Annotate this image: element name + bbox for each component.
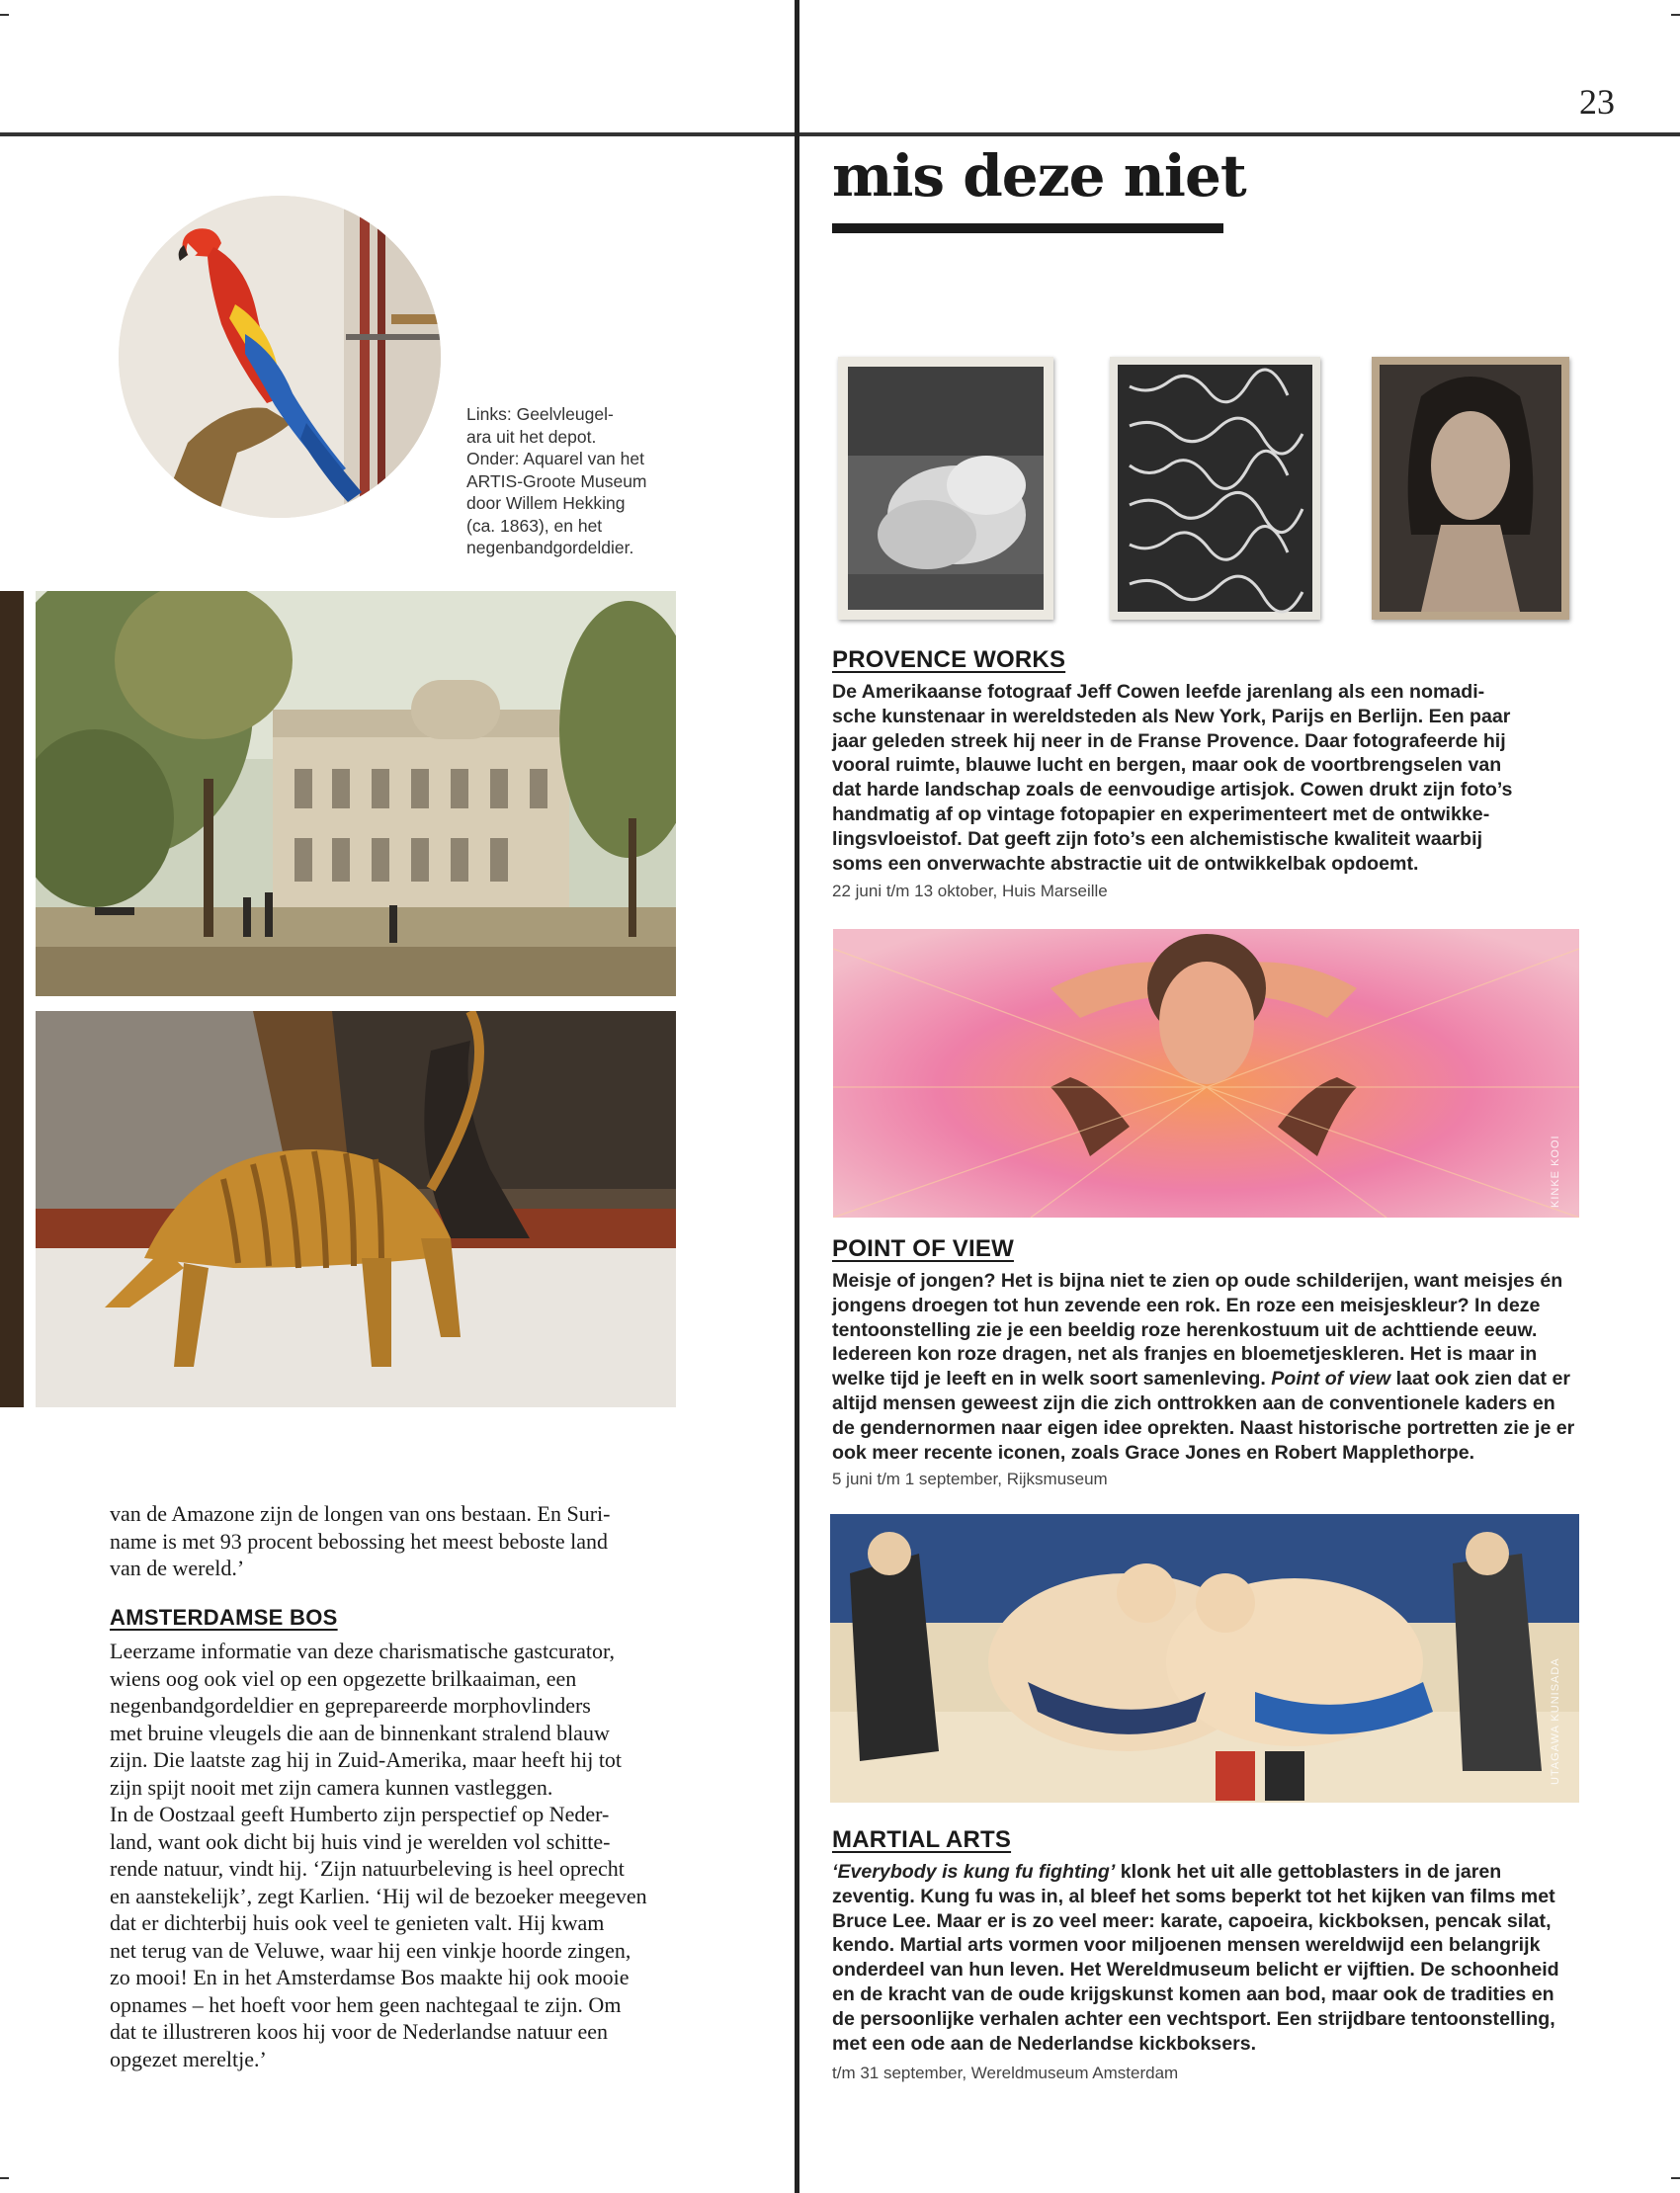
crop-mark [1671, 2177, 1680, 2179]
body-paragraph: Leerzame informatie van deze charismatische gastcurator, wiens oog ook viel op een opgezette brilkaaiman, een negenbandgordeldier en geprepareerde morphovlinders met bruine vleugels die aan de binnenkant stralend blauw zijn. Die laatste zag hij in Zuid-Amerika, maar heeft hij tot zijn spijt nooit met zijn camera kunnen vastleggen. In de Oostzaal geeft Humberto zijn perspectief op Neder- land, want ook dicht bij huis vind je werelden vol schitte- rende natuur, vindt hij. ‘Zijn natuurbeleving is heel oprecht en aanstekelijk’, zegt Karlien. ‘Hij wil de bezoeker meegeven dat er dichterbij huis ook veel te genieten valt. Hij kwam net terug van de Veluwe, waar hij een vinkje hoorde zingen, zo mooi! En in het Amsterdamse Bos maakte hij ook mooie opnames – het hoeft voor hem geen nachtegaal te zijn. Om dat te illustreren koos hij voor de Nederlandse natuur een opgezet mereltje.’ [110, 1639, 647, 2071]
point-of-view-dates: 5 juni t/m 1 september, Rijksmuseum [832, 1470, 1108, 1488]
portrait-photo-thumbnail [1372, 357, 1569, 620]
intro-paragraph: van de Amazone zijn de longen van ons bestaan. En Suri- name is met 93 procent bebossing het meest beboste land van de wereld.’ [110, 1501, 611, 1580]
crop-mark [0, 2177, 9, 2179]
provence-works-dates: 22 juni t/m 13 oktober, Huis Marseille [832, 882, 1108, 900]
martial-arts-quote: ‘Everybody is kung fu fighting’ [832, 1861, 1116, 1883]
martial-arts-heading: MARTIAL ARTS [832, 1826, 1012, 1853]
museum-watercolor-image [36, 591, 676, 996]
provence-works-body: De Amerikaanse fotograaf Jeff Cowen leefde jarenlang als een nomadi- sche kunstenaar in wereldsteden als New York, Parijs en Berlijn. Een paar jaar geleden streek hij neer in de Franse Provence. Daar fotografeerde hij vooral ruimte, blauwe lucht en bergen, maar ook de voortbrengselen van dat harde landschap zoals de eenvoudige artisjok. Cowen drukt zijn foto’s handmatig af op vintage fotopapier en experimenteert met de ontwikke- lingsvloeistof. Dat geeft zijn foto’s een alchemistische kwaliteit waarbij soms een onverwachte abstractie uit de ontwikkelbak opdoemt. [832, 681, 1513, 875]
section-title-underline [832, 223, 1223, 233]
armadillo-photo [36, 1011, 676, 1407]
point-of-view-body: Meisje of jongen? Het is bijna niet te zien op oude schilderijen, want meisjes én jongens droegen tot hun zevende een rok. En roze een meisjeskleur? In deze tentoonstelling zie je een beeldig roze herenkostuum uit de achttiende eeuw. Iedereen kon roze dragen, net als franjes en bloemetjeskleren. Het is maar in welke tijd je leeft en in welk soort samenleving. Point of view laat ook zien dat er altijd mensen geweest zijn die zich onttrokken aan de conventionele kaders en de gendernormen naar eigen idee oprekten. Naast historische portretten zie je er ook meer recente iconen, zoals Grace Jones en Robert Mapplethorpe. [832, 1270, 1575, 1464]
crop-mark [1671, 14, 1680, 16]
point-of-view-heading: POINT OF VIEW [832, 1235, 1014, 1262]
photo-credit-kunisada: UTAGAWA KUNISADA [1550, 1657, 1561, 1785]
abstract-photo-thumbnail [1110, 357, 1320, 620]
clouds-photo-thumbnail [838, 357, 1053, 620]
point-of-view-artwork [833, 929, 1579, 1218]
section-title: mis deze niet [832, 142, 1246, 210]
photo-credit-kooi: KINKE KOOI [1550, 1135, 1561, 1208]
sumo-woodblock-print [830, 1514, 1579, 1803]
page-spine [795, 0, 799, 2193]
parrot-photo [119, 196, 441, 518]
page-number: 23 [1579, 82, 1615, 122]
top-rule [0, 132, 1680, 136]
point-of-view-italic: Point of view [1271, 1368, 1391, 1391]
photo-caption: Links: Geelvleugel- ara uit het depot. Onder: Aquarel van het ARTIS-Groote Museum door Willem Hekking (ca. 1863), en het negenbandgordeldier. [466, 404, 647, 557]
crop-mark [0, 14, 9, 16]
adjacent-image-edge [0, 591, 24, 1407]
martial-arts-body: ‘Everybody is kung fu fighting’ klonk het uit alle gettoblasters in de jaren zeventig. Kung fu was in, al bleef het soms beperkt tot het kijken van films met Bruce Lee. Maar er is zo veel meer: karate, capoeira, kickboksen, pencak silat, kendo. Martial arts vormen voor miljoenen mensen wereldwijd een belangrijk onderdeel van hun leven. Het Wereldmuseum belicht er vijftien. De schoonheid en de kracht van de oude krijgskunst komen aan bod, maar ook de tradities en de persoonlijke verhalen achter een vechtsport. Een strijdbare tentoonstelling, met een ode aan de Nederlandse kickboksers. [832, 1861, 1559, 2055]
provence-works-heading: PROVENCE WORKS [832, 646, 1066, 673]
martial-arts-dates: t/m 31 september, Wereldmuseum Amsterdam [832, 2064, 1179, 2082]
subheading-amsterdamse-bos: AMSTERDAMSE BOS [110, 1605, 338, 1630]
